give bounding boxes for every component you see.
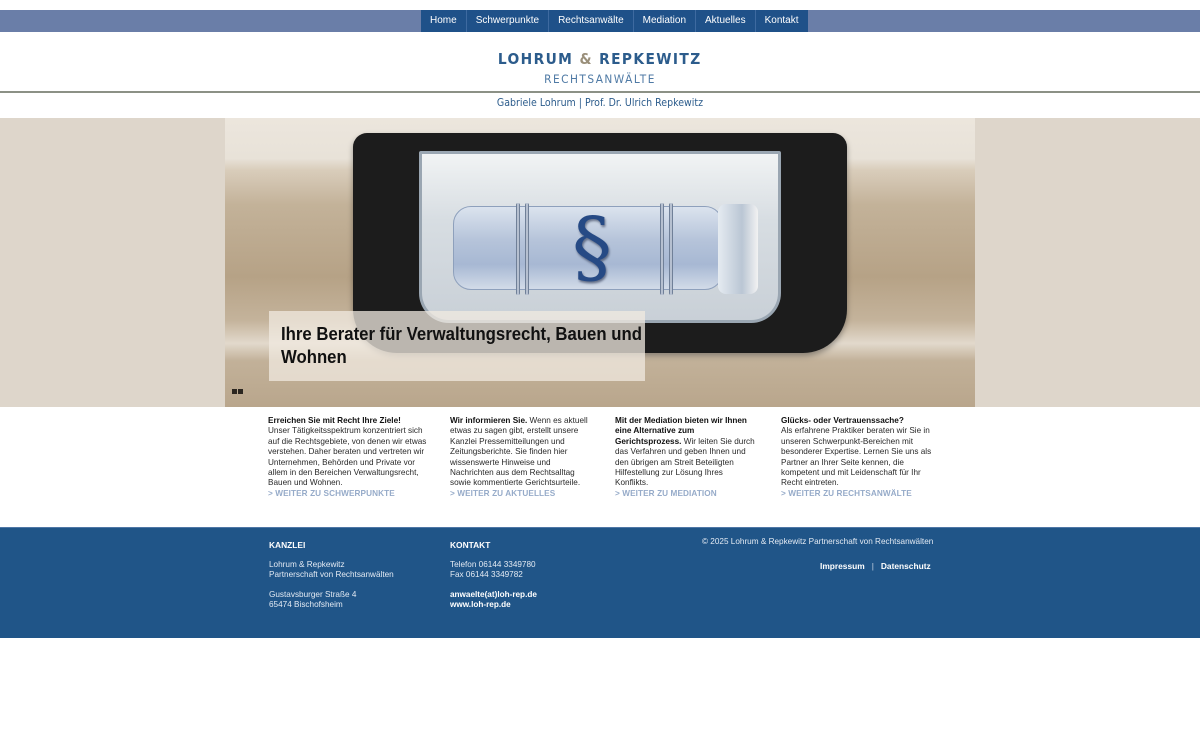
footer-heading-kanzlei: KANZLEI	[269, 540, 306, 550]
logo-name-left: LOHRUM	[498, 50, 574, 68]
fax-number: Fax 06144 3349782	[450, 570, 523, 580]
link-separator: |	[871, 561, 874, 571]
footer-kanzlei	[269, 540, 394, 619]
link-weiter-schwerpunkte[interactable]: > WEITER ZU SCHWERPUNKTE	[268, 488, 395, 498]
firm-name: Lohrum & Repkewitz	[269, 560, 345, 570]
site-logo[interactable]	[0, 50, 1200, 86]
paragraph-icon: §	[572, 200, 612, 293]
pause-icon-bar	[238, 389, 243, 394]
firm-type: Partnerschaft von Rechtsanwälten	[269, 570, 394, 580]
teaser-section	[268, 416, 938, 516]
website-link[interactable]: www.loh-rep.de	[450, 599, 511, 609]
nav-kontakt[interactable]: Kontakt	[764, 15, 799, 26]
vial-cap	[718, 204, 758, 294]
teaser-rechtsanwaelte	[781, 416, 941, 499]
nav-aktuelles[interactable]: Aktuelles	[696, 10, 756, 32]
hero-slider	[225, 118, 975, 407]
teaser-mediation	[615, 416, 755, 499]
vial-ring	[669, 203, 673, 295]
teaser-text: Wenn es aktuell etwas zu sagen gibt, erstellt unsere Kanzlei Pressemitteilungen und Zeitungsberichte. Sie finden hier wissenswerte Hinweise und Nachrichten aus dem Rechtsalltag sowie kommentierte Gerichtsurteile.	[450, 416, 588, 488]
vial-ring	[660, 203, 664, 295]
hero-caption-text: Ihre Berater für Verwaltungsrecht, Bauen und Wohnen	[281, 324, 642, 367]
teaser-aktuelles	[450, 416, 590, 499]
teaser-schwerpunkte	[268, 416, 428, 499]
phone-number: Telefon 06144 3349780	[450, 560, 536, 570]
logo-ampersand: &	[579, 50, 594, 68]
level-window	[419, 151, 781, 323]
pause-icon-bar	[232, 389, 237, 394]
partner-names: Gabriele Lohrum | Prof. Dr. Ulrich Repkewitz	[496, 97, 704, 109]
hero-caption	[269, 311, 645, 381]
address-street: Gustavsburger Straße 4	[269, 589, 357, 599]
teaser-text: Als erfahrene Praktiker beraten wir Sie in unseren Schwerpunkt-Bereichen mit besonderer Expertise. Lernen Sie uns als Partner an Ihrer Seite kennen, die kompetent und mit Leidenschaft für Ihr Recht eintreten.	[781, 426, 932, 488]
top-nav-bar	[0, 10, 1200, 32]
logo-subtitle: RECHTSANWÄLTE	[544, 72, 656, 86]
vial-ring	[516, 203, 520, 295]
nav-mediation[interactable]: Mediation	[634, 10, 696, 32]
nav-rechtsanwaelte[interactable]: Rechtsanwälte	[549, 10, 634, 32]
link-weiter-mediation[interactable]: > WEITER ZU MEDIATION	[615, 488, 717, 498]
email-link[interactable]: anwaelte(at)loh-rep.de	[450, 589, 537, 599]
footer-legal-links	[820, 561, 931, 571]
address-city: 65474 Bischofsheim	[269, 599, 343, 609]
nav-home[interactable]: Home	[421, 10, 467, 32]
main-navigation	[421, 10, 808, 32]
teaser-title: Wir informieren Sie.	[450, 416, 528, 425]
level-vial	[453, 200, 723, 293]
vial-ring	[525, 203, 529, 295]
footer-phone-fax	[450, 560, 537, 580]
link-weiter-aktuelles[interactable]: > WEITER ZU AKTUELLES	[450, 488, 556, 498]
teaser-title: Mit der Mediation bieten wir Ihnen eine Alternative zum Gerichtsprozess.	[615, 416, 747, 446]
footer-address	[269, 590, 394, 610]
footer-firm	[269, 560, 394, 580]
link-weiter-rechtsanwaelte[interactable]: > WEITER ZU RECHTSANWÄLTE	[781, 488, 912, 498]
nav-schwerpunkte[interactable]: Schwerpunkte	[467, 10, 549, 32]
footer-kontakt	[450, 540, 537, 610]
impressum-link[interactable]: Impressum	[820, 561, 865, 571]
copyright-text: © 2025 Lohrum & Repkewitz Partnerschaft von Rechtsanwälten	[702, 537, 934, 546]
teaser-text: Wir leiten Sie durch das Verfahren und geben Ihnen und den übrigen am Streit Beteiligten Hilfestellung zur Lösung Ihres Konflikts.	[615, 436, 755, 488]
teaser-title: Glücks- oder Vertrauenssache?	[781, 416, 904, 425]
footer-heading-kontakt: KONTAKT	[450, 540, 491, 550]
teaser-text: Unser Tätigkeitsspektrum konzentriert sich auf die Rechtsgebiete, von denen wir etwas verstehen. Daher beraten und vertreten wir Unternehmen, Behörden und Private vor allem in den Bereichen Verwaltungsrecht, Bauen und Wohnen.	[268, 426, 427, 488]
slider-pause-control[interactable]	[232, 389, 243, 394]
teaser-title: Erreichen Sie mit Recht Ihre Ziele!	[268, 416, 401, 425]
logo-wordmark	[498, 50, 702, 68]
logo-name-right: REPKEWITZ	[599, 50, 702, 68]
datenschutz-link[interactable]: Datenschutz	[880, 561, 931, 571]
site-footer	[0, 527, 1200, 638]
header-divider	[0, 91, 1200, 93]
